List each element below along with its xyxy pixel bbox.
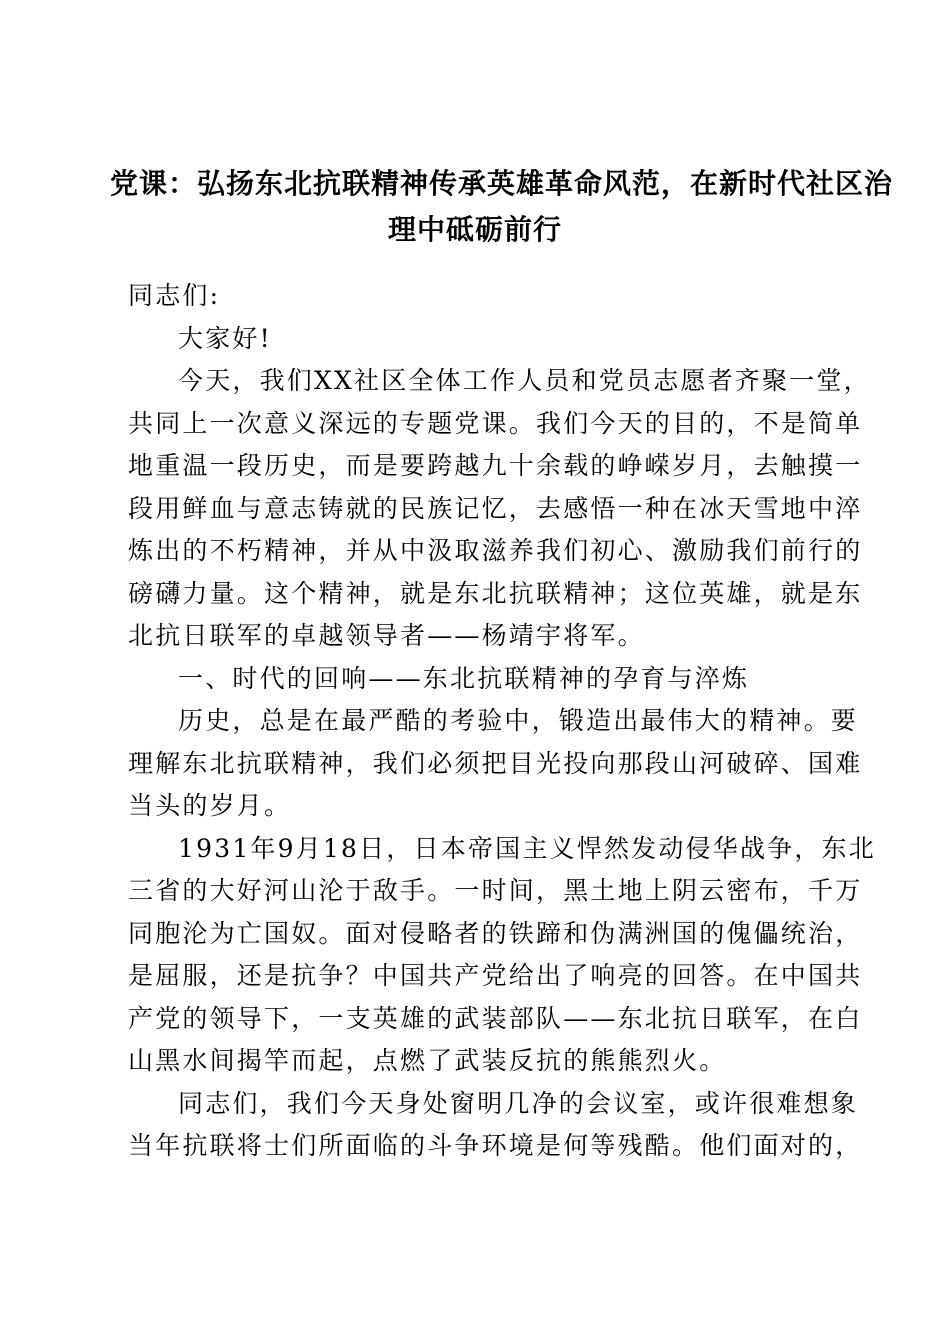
text-line: 是屈服，还是抗争？中国共产党给出了响亮的回答。在中国共	[128, 961, 863, 990]
text-line: 历史，总是在最严酷的考验中，锻造出最伟大的精神。要	[178, 706, 859, 735]
salutation: 同志们:	[128, 281, 221, 310]
paragraph-history	[128, 700, 863, 828]
paragraph-1931	[128, 828, 876, 1083]
text-line: 1931年9月18日，日本帝国主义悍然发动侵华战争，东北	[178, 833, 876, 863]
paragraph-comrades	[128, 1083, 863, 1168]
text-line: 产党的领导下，一支英雄的武装部队——东北抗日联军，在白	[128, 1003, 863, 1033]
text-line: 段用鲜血与意志铸就的民族记忆，去感悟一种在冰天雪地中淬	[128, 493, 863, 523]
text-line: 共同上一次意义深远的专题党课。我们今天的目的，不是简单	[128, 408, 863, 438]
text-line: 理解东北抗联精神，我们必须把目光投向那段山河破碎、国难	[128, 748, 863, 778]
text-line: 地重温一段历史，而是要跨越九十余载的峥嵘岁月，去触摸一	[128, 451, 863, 480]
greeting: 大家好!	[178, 323, 272, 353]
text-line: 同胞沦为亡国奴。面对侵略者的铁蹄和伪满洲国的傀儡统治，	[128, 918, 863, 948]
document-body	[128, 275, 876, 1168]
title-line-1: 党课：弘扬东北抗联精神传承英雄革命风范，在新时代社区治	[110, 167, 894, 200]
text-line: 磅礴力量。这个精神，就是东北抗联精神；这位英雄，就是东	[128, 578, 863, 608]
title-line-2: 理中砥砺前行	[387, 213, 562, 246]
text-line: 同志们，我们今天身处窗明几净的会议室，或许很难想象	[178, 1088, 859, 1118]
text-line: 当头的岁月。	[128, 791, 292, 820]
text-line: 北抗日联军的卓越领导者——杨靖宇将军。	[128, 621, 645, 650]
document-title	[110, 161, 894, 253]
paragraph-intro	[128, 360, 871, 658]
text-line: 今天，我们XX社区全体工作人员和党员志愿者齐聚一堂，	[178, 366, 871, 395]
text-line: 山黑水间揭竿而起，点燃了武装反抗的熊熊烈火。	[128, 1046, 727, 1075]
text-line: 一、时代的回响——东北抗联精神的孕育与淬炼	[178, 663, 750, 693]
text-line: 三省的大好河山沦于敌手。一时间，黑土地上阴云密布，千万	[128, 876, 863, 905]
section-heading-1	[128, 658, 830, 701]
text-line: 当年抗联将士们所面临的斗争环境是何等残酷。他们面对的，	[128, 1131, 863, 1160]
text-line: 炼出的不朽精神，并从中汲取滋养我们初心、激励我们前行的	[128, 536, 863, 565]
